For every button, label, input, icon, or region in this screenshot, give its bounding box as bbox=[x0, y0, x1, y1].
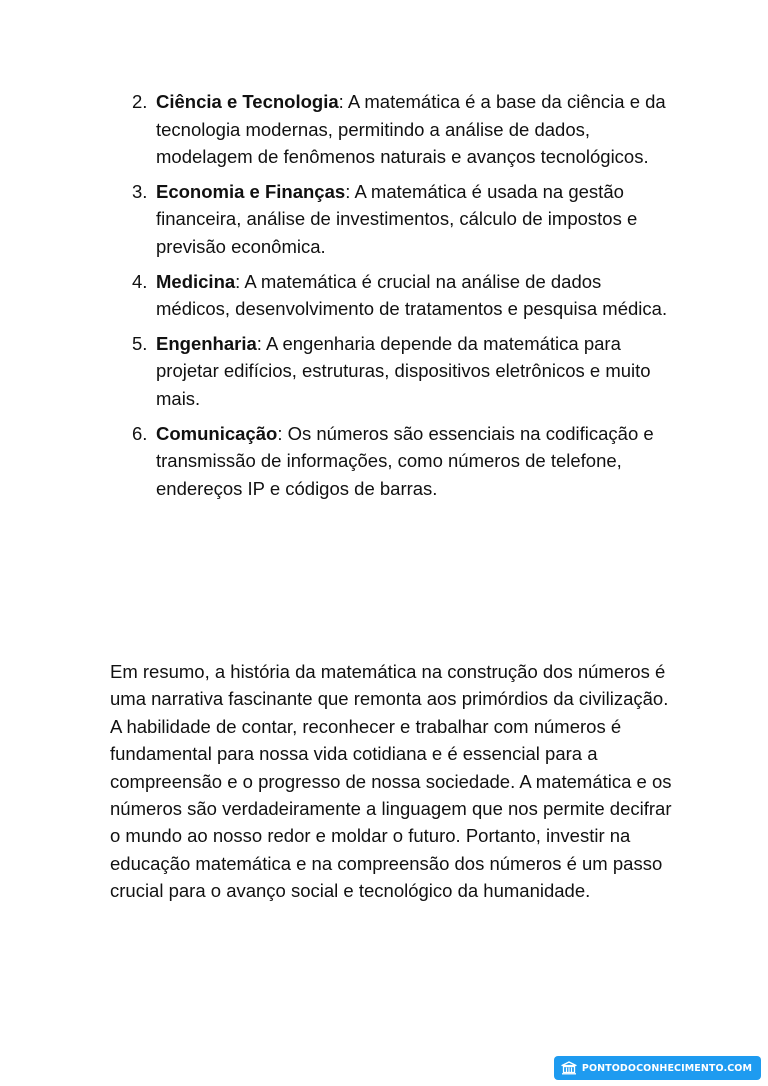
list-item-text: : A matemática é usada na gestão financeira, análise de investimentos, cálculo de impostos e previsão econômica. bbox=[156, 180, 638, 257]
summary-paragraph: Em resumo, a história da matemática na construção dos números é uma narrativa fascinante que remonta aos primórdios da civilização. A habilidade de contar, reconhecer e trabalhar com números é fundamental para nossa vida cotidiana e é essencial para a compreensão e o progresso de nossa sociedade. A matemática e os números são verdadeiramente a linguagem que nos permite decifrar o mundo ao nosso redor e moldar o futuro. Portanto, investir na educação matemática e na compreensão dos números é um passo crucial para o avanço social e tecnológico da humanidade. bbox=[110, 661, 672, 902]
list-item-term: Economia e Finanças bbox=[156, 180, 346, 202]
school-building-icon bbox=[561, 1061, 577, 1075]
list-item bbox=[110, 268, 670, 323]
list-item bbox=[110, 178, 670, 261]
list-item bbox=[110, 420, 670, 503]
list-item-term: Comunicação bbox=[156, 422, 278, 444]
list-item-text: : A matemática é a base da ciência e da tecnologia modernas, permitindo a análise de dados, modelagem de fenômenos naturais e avanços tecnológicos. bbox=[156, 91, 666, 168]
list-item-number: 4. bbox=[132, 270, 148, 292]
list-item bbox=[110, 330, 670, 413]
list-item-term: Ciência e Tecnologia bbox=[156, 91, 339, 112]
list-item-text: : Os números são essenciais na codificação e transmissão de informações, como números de telefone, endereços IP e códigos de barras. bbox=[156, 422, 654, 499]
list-item-number: 6. bbox=[132, 422, 148, 444]
site-badge[interactable] bbox=[554, 1056, 761, 1080]
list-item-number: 2. bbox=[132, 91, 148, 112]
list-item-number: 5. bbox=[132, 332, 148, 354]
numbered-list bbox=[110, 88, 670, 509]
list-item bbox=[110, 88, 670, 171]
list-item-term: Engenharia bbox=[156, 332, 257, 354]
site-badge-label: PONTODOCONHECIMENTO.COM bbox=[581, 1062, 752, 1074]
list-item-text: : A engenharia depende da matemática para projetar edifícios, estruturas, dispositivos eletrônicos e muito mais. bbox=[156, 332, 651, 409]
list-item-term: Medicina bbox=[156, 270, 236, 292]
list-item-text: : A matemática é crucial na análise de dados médicos, desenvolvimento de tratamentos e pesquisa médica. bbox=[156, 270, 668, 320]
list-item-number: 3. bbox=[132, 180, 148, 202]
